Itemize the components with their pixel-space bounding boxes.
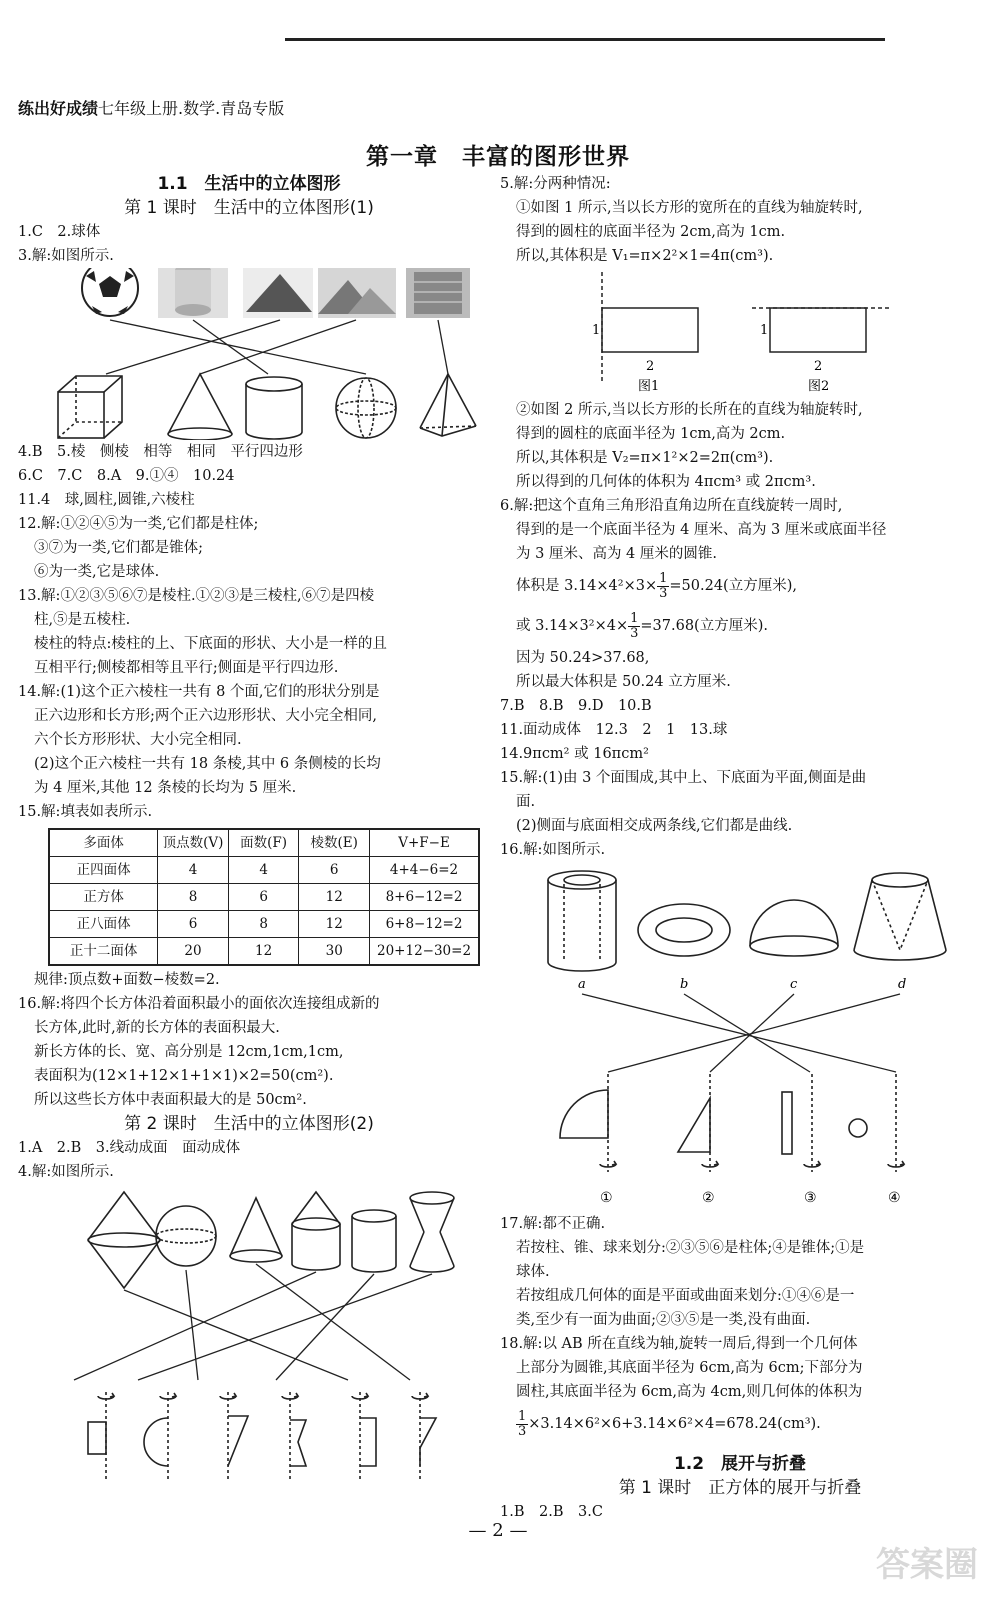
rotation-shape-5 — [352, 1392, 376, 1480]
table-cell: 4 — [228, 857, 299, 884]
answer-line: ①如图 1 所示,当以长方形的宽所在的直线为轴旋转时, — [516, 200, 863, 216]
table-cell: 6 — [158, 911, 229, 938]
rotation-shape-bar — [782, 1074, 820, 1172]
rotation-shape-triangle — [678, 1074, 718, 1172]
table-header-row — [49, 829, 479, 857]
answer-line: 13.解:①②③⑤⑥⑦是棱柱.①②③是三棱柱,⑥⑦是四棱 — [18, 588, 375, 604]
section-title: 1.2 展开与折叠 — [673, 1454, 807, 1474]
table-row — [49, 938, 479, 966]
answer-line: 所以这些长方体中表面积最大的是 50cm². — [34, 1092, 307, 1108]
table-cell: 6 — [228, 884, 299, 911]
answer-line: (2)这个正六棱柱一共有 18 条棱,其中 6 条侧棱的长均 — [34, 756, 381, 772]
cube-solid — [58, 376, 122, 438]
table-header-cell: 多面体 — [49, 829, 158, 857]
fraction — [628, 612, 640, 641]
matching-lines — [582, 994, 900, 1072]
dim-label: 2 — [814, 359, 823, 374]
answer-line: 新长方体的长、宽、高分别是 12cm,1cm,1cm, — [34, 1044, 344, 1060]
answer-line: 4.解:如图所示. — [18, 1164, 114, 1180]
answer-line: (2)侧面与底面相交成两条线,它们都是曲线. — [516, 818, 793, 834]
figure-caption: 图2 — [808, 379, 830, 394]
answer-line: 若按组成几何体的面是平面或曲面来划分:①④⑥是一 — [516, 1288, 855, 1304]
table-cell: 4 — [158, 857, 229, 884]
soccer-ball-photo — [82, 268, 138, 316]
answer-line: 5.解:分两种情况: — [500, 176, 611, 192]
sphere-solid — [336, 378, 396, 438]
answer-line: 14.9πcm² 或 16πcm² — [500, 746, 649, 762]
shape-label: c — [790, 977, 798, 992]
answer-line: 所以最大体积是 50.24 立方厘米. — [516, 674, 731, 690]
lesson-title: 第 2 课时 生活中的立体图形(2) — [124, 1114, 374, 1134]
answer-line: 为 4 厘米,其他 12 条棱的长均为 5 厘米. — [34, 780, 297, 796]
table-cell: 8+6−12=2 — [370, 884, 479, 911]
answer-line: 1.A 2.B 3.线动成面 面动成体 — [18, 1140, 241, 1156]
pyramid-solid — [420, 374, 476, 436]
answer-line — [500, 606, 980, 646]
answer-line: 15.解:填表如表所示. — [18, 804, 153, 820]
answer-line: 长方体,此时,新的长方体的表面积最大. — [34, 1020, 280, 1036]
numerator: 1 — [659, 570, 668, 586]
fraction — [516, 1410, 528, 1439]
table-header-cell: 顶点数(V) — [158, 829, 229, 857]
answer-line: 六个长方形形状、大小完全相同. — [34, 732, 242, 748]
dim-label: 2 — [646, 359, 655, 374]
matching-lines — [106, 320, 448, 374]
denominator: 3 — [518, 1423, 527, 1439]
numerator: 1 — [630, 610, 639, 626]
right-column — [500, 172, 980, 1524]
answer-line: ⑥为一类,它是球体. — [34, 564, 160, 580]
chapter-title: 第一章 丰富的图形世界 — [366, 143, 630, 170]
answer-line: 16.解:如图所示. — [500, 842, 606, 858]
answer-line: 15.解:(1)由 3 个面围成,其中上、下底面为平面,侧面是曲 — [500, 770, 867, 786]
table-cell: 6 — [299, 857, 370, 884]
answer-line: ②如图 2 所示,当以长方形的长所在的直线为轴旋转时, — [516, 402, 863, 418]
formula-part: =37.68(立方厘米). — [640, 618, 768, 634]
answer-line: 所以,其体积是 V₁=π×2²×1=4π(cm³). — [516, 248, 774, 264]
table-cell: 正方体 — [49, 884, 158, 911]
cone-solid — [230, 1198, 282, 1262]
tissue-roll-photo — [158, 268, 228, 318]
figure-caption: 图1 — [638, 379, 660, 394]
dim-label: 1 — [760, 323, 769, 338]
answer-line: 3.解:如图所示. — [18, 248, 114, 264]
rectangle-rotation-figure — [500, 268, 980, 398]
rotation-shape-3 — [220, 1392, 248, 1480]
table-cell: 12 — [299, 911, 370, 938]
sphere-solid — [156, 1206, 216, 1266]
answer-line: 1.C 2.球体 — [18, 224, 101, 240]
table-header-cell: V+F−E — [370, 829, 479, 857]
shape-label: b — [680, 977, 689, 992]
table-cell: 8 — [158, 884, 229, 911]
formula-part: =50.24(立方厘米), — [669, 578, 797, 594]
shape-number: ② — [702, 1190, 715, 1206]
answer-line: 柱,⑤是五棱柱. — [34, 612, 131, 628]
table-cell: 正八面体 — [49, 911, 158, 938]
answer-line — [500, 1404, 980, 1444]
brand: 练出好成绩 — [18, 99, 99, 118]
cylinder-solid — [352, 1210, 396, 1272]
answer-line: 17.解:都不正确. — [500, 1216, 606, 1232]
table-row — [49, 884, 479, 911]
table-cell: 正十二面体 — [49, 938, 158, 966]
book-title: 七年级上册.数学.青岛专版 — [98, 99, 285, 118]
answer-line: 面. — [516, 794, 536, 810]
rotation-shape-6 — [412, 1392, 436, 1480]
answer-line: 所以,其体积是 V₂=π×1²×2=2π(cm³). — [516, 450, 774, 466]
answer-line: 得到的圆柱的底面半径为 1cm,高为 2cm. — [516, 426, 786, 442]
answer-line: 18.解:以 AB 所在直线为轴,旋转一周后,得到一个几何体 — [500, 1336, 858, 1352]
answer-line — [500, 566, 980, 606]
torus-solid — [638, 904, 730, 956]
answer-line: 得到的是一个底面半径为 4 厘米、高为 3 厘米或底面半径 — [516, 522, 887, 538]
table-cell: 正四面体 — [49, 857, 158, 884]
page-number: — 2 — — [468, 1520, 528, 1541]
numerator: 1 — [518, 1408, 527, 1424]
answer-line: 4.B 5.棱 侧棱 相等 相同 平行四边形 — [18, 444, 303, 460]
answer-line: 棱柱的特点:棱柱的上、下底面的形状、大小是一样的且 — [34, 636, 387, 652]
shape-label: d — [898, 977, 907, 992]
dim-label: 1 — [592, 323, 601, 338]
section-title: 1.1 生活中的立体图形 — [157, 174, 341, 194]
answer-line: 11.4 球,圆柱,圆锥,六棱柱 — [18, 492, 195, 508]
double-cone-solid — [88, 1192, 160, 1288]
answer-line: 6.C 7.C 8.A 9.①④ 10.24 — [18, 468, 235, 484]
table-cell: 12 — [228, 938, 299, 966]
table-header-cell: 面数(F) — [228, 829, 299, 857]
cylinder-solid — [246, 377, 302, 439]
table-row — [49, 911, 479, 938]
rotation-shape-2 — [144, 1392, 176, 1480]
answer-line: 所以得到的几何体的体积为 4πcm³ 或 2πcm³. — [516, 474, 816, 490]
pyramid-photo — [318, 268, 396, 318]
answer-line: 正六边形和长方形;两个正六边形形状、大小完全相同, — [34, 708, 377, 724]
denominator: 3 — [630, 625, 639, 641]
table-row — [49, 857, 479, 884]
formula-part: 体积是 3.14×4²×3× — [516, 578, 658, 594]
answer-line: 7.B 8.B 9.D 10.B — [500, 698, 652, 714]
formula-part: 或 3.14×3²×4× — [516, 618, 629, 634]
shape-number: ③ — [804, 1190, 817, 1206]
answer-line: 圆柱,其底面半径为 6cm,高为 4cm,则几何体的体积为 — [516, 1384, 863, 1400]
top-rule — [285, 38, 885, 41]
rotation-shape-circle — [849, 1074, 904, 1172]
table-cell: 30 — [299, 938, 370, 966]
answer-line: 14.解:(1)这个正六棱柱一共有 8 个面,它们的形状分别是 — [18, 684, 380, 700]
answer-line: 表面积为(12×1+12×1+1×1)×2=50(cm²). — [34, 1068, 334, 1084]
answer-line: 互相平行;侧棱都相等且平行;侧面是平行四边形. — [34, 660, 339, 676]
matching-lines — [74, 1264, 432, 1380]
answer-line: 得到的圆柱的底面半径为 2cm,高为 1cm. — [516, 224, 786, 240]
left-column — [18, 172, 480, 1484]
table-cell: 20 — [158, 938, 229, 966]
answer-line: 规律:顶点数+面数−棱数=2. — [34, 972, 220, 988]
building-photo — [406, 268, 470, 318]
watermark: 答案圈 — [876, 1545, 978, 1585]
answer-line: 6.解:把这个直角三角形沿直角边所在直线旋转一周时, — [500, 498, 843, 514]
rectangle-fig1 — [602, 308, 698, 352]
answer-line: 11.面动成体 12.3 2 1 13.球 — [500, 722, 728, 738]
answer-line: 为 3 厘米、高为 4 厘米的圆锥. — [516, 546, 717, 562]
answer-line: 若按柱、锥、球来划分:②③⑤⑥是柱体;④是锥体;①是 — [516, 1240, 865, 1256]
matching-figure-1 — [18, 268, 478, 440]
cone-solid — [168, 374, 232, 440]
frustum-solid — [854, 873, 946, 960]
rotation-shape-quarter-circle — [560, 1074, 616, 1172]
answer-line: ③⑦为一类,它们都是锥体; — [34, 540, 203, 556]
table-cell: 4+4−6=2 — [370, 857, 479, 884]
answer-line: 因为 50.24>37.68, — [516, 650, 650, 666]
hourglass-solid — [410, 1192, 454, 1272]
shape-label: a — [578, 977, 586, 992]
lesson-title: 第 1 课时 正方体的展开与折叠 — [618, 1478, 862, 1498]
formula-part: ×3.14×6²×6+3.14×6²×4=678.24(cm³). — [528, 1416, 821, 1432]
answer-line: 1.B 2.B 3.C — [500, 1504, 603, 1520]
answer-line: 类,至少有一面为曲面;②③⑤是一类,没有曲面. — [516, 1312, 811, 1328]
answer-line: 球体. — [516, 1264, 550, 1280]
lesson-title: 第 1 课时 生活中的立体图形(1) — [124, 198, 374, 218]
rectangle-fig2 — [770, 308, 866, 352]
table-cell: 12 — [299, 884, 370, 911]
table-cell: 8 — [228, 911, 299, 938]
hemisphere-solid — [750, 900, 838, 956]
cone-on-cylinder-solid — [292, 1192, 340, 1270]
table-cell: 6+8−12=2 — [370, 911, 479, 938]
matching-figure-2 — [18, 1184, 478, 1484]
fraction — [657, 572, 669, 601]
shape-number: ④ — [888, 1190, 901, 1206]
table-header-cell: 棱数(E) — [299, 829, 370, 857]
page-header — [18, 96, 284, 119]
denominator: 3 — [659, 585, 668, 601]
cone-pile-photo — [243, 268, 313, 318]
polyhedron-table — [48, 828, 480, 966]
matching-figure-3 — [500, 862, 980, 1212]
table-cell: 20+12−30=2 — [370, 938, 479, 966]
shape-number: ① — [600, 1190, 613, 1206]
answer-line: 16.解:将四个长方体沿着面积最小的面依次连接组成新的 — [18, 996, 380, 1012]
rotation-shape-1 — [88, 1392, 114, 1480]
answer-line: 12.解:①②④⑤为一类,它们都是柱体; — [18, 516, 259, 532]
answer-line: 上部分为圆锥,其底面半径为 6cm,高为 6cm;下部分为 — [516, 1360, 863, 1376]
rotation-shape-4 — [282, 1392, 306, 1480]
hollow-cylinder-solid — [548, 871, 616, 971]
